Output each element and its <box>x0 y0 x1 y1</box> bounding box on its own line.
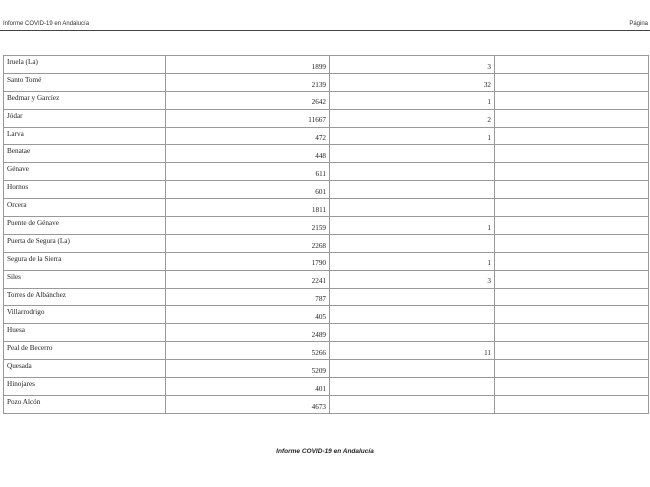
empty-cell <box>495 181 649 199</box>
table-row <box>4 199 649 217</box>
cases-cell: 1 <box>330 252 495 270</box>
table-row <box>4 360 649 378</box>
table-row <box>4 270 649 288</box>
empty-cell <box>495 270 649 288</box>
table-row <box>4 252 649 270</box>
empty-cell <box>495 360 649 378</box>
empty-cell <box>495 199 649 217</box>
municipality-cell: Puerta de Segura (La) <box>4 234 166 252</box>
cases-cell <box>330 145 495 163</box>
empty-cell <box>495 252 649 270</box>
population-cell: 2241 <box>166 270 330 288</box>
cases-cell <box>330 234 495 252</box>
municipality-cell: Bedmar y Garcíez <box>4 91 166 109</box>
population-cell: 2268 <box>166 234 330 252</box>
municipality-cell: Huesa <box>4 324 166 342</box>
empty-cell <box>495 324 649 342</box>
cases-cell <box>330 360 495 378</box>
table-row <box>4 324 649 342</box>
population-cell: 1811 <box>166 199 330 217</box>
cases-cell <box>330 306 495 324</box>
empty-cell <box>495 127 649 145</box>
table-row <box>4 91 649 109</box>
cases-cell: 1 <box>330 127 495 145</box>
header-page-label: Página <box>629 21 648 27</box>
table-row <box>4 342 649 360</box>
table-row <box>4 145 649 163</box>
page-footer: Informe COVID-19 en Andalucía <box>276 448 374 455</box>
table-row <box>4 163 649 181</box>
empty-cell <box>495 109 649 127</box>
header-title: Informe COVID-19 en Andalucía <box>3 21 90 27</box>
table-row <box>4 56 649 74</box>
municipality-cell: Santo Tomé <box>4 73 166 91</box>
empty-cell <box>495 234 649 252</box>
cases-cell <box>330 181 495 199</box>
municipality-cell: Segura de la Sierra <box>4 252 166 270</box>
cases-cell <box>330 163 495 181</box>
population-cell: 2642 <box>166 91 330 109</box>
population-cell: 787 <box>166 288 330 306</box>
empty-cell <box>495 73 649 91</box>
cases-cell <box>330 288 495 306</box>
empty-cell <box>495 288 649 306</box>
cases-cell: 32 <box>330 73 495 91</box>
empty-cell <box>495 306 649 324</box>
municipality-cell: Hornos <box>4 181 166 199</box>
municipality-cell: Orcera <box>4 199 166 217</box>
population-cell: 5266 <box>166 342 330 360</box>
municipality-cell: Jódar <box>4 109 166 127</box>
table-row <box>4 127 649 145</box>
population-cell: 601 <box>166 181 330 199</box>
cases-cell: 3 <box>330 270 495 288</box>
table-row <box>4 378 649 396</box>
municipality-cell: Siles <box>4 270 166 288</box>
table-row <box>4 181 649 199</box>
population-cell: 11667 <box>166 109 330 127</box>
empty-cell <box>495 91 649 109</box>
table-body <box>4 56 649 414</box>
population-cell: 611 <box>166 163 330 181</box>
empty-cell <box>495 342 649 360</box>
municipality-cell: Pozo Alcón <box>4 395 166 413</box>
population-cell: 405 <box>166 306 330 324</box>
municipality-cell: Quesada <box>4 360 166 378</box>
cases-cell: 3 <box>330 56 495 74</box>
empty-cell <box>495 145 649 163</box>
empty-cell <box>495 395 649 413</box>
empty-cell <box>495 217 649 235</box>
cases-cell: 1 <box>330 217 495 235</box>
municipality-cell: Peal de Becerro <box>4 342 166 360</box>
table-row <box>4 288 649 306</box>
population-cell: 448 <box>166 145 330 163</box>
municipality-table <box>3 55 649 414</box>
table-row <box>4 395 649 413</box>
empty-cell <box>495 56 649 74</box>
population-cell: 2139 <box>166 73 330 91</box>
empty-cell <box>495 163 649 181</box>
municipality-cell: Puente de Génave <box>4 217 166 235</box>
population-cell: 401 <box>166 378 330 396</box>
table-row <box>4 109 649 127</box>
population-cell: 2489 <box>166 324 330 342</box>
cases-cell: 2 <box>330 109 495 127</box>
empty-cell <box>495 378 649 396</box>
municipality-cell: Torres de Albánchez <box>4 288 166 306</box>
population-cell: 1899 <box>166 56 330 74</box>
cases-cell <box>330 199 495 217</box>
municipality-cell: Villarrodrigo <box>4 306 166 324</box>
population-cell: 1790 <box>166 252 330 270</box>
cases-cell <box>330 324 495 342</box>
municipality-cell: Larva <box>4 127 166 145</box>
municipality-cell: Iruela (La) <box>4 56 166 74</box>
cases-cell <box>330 395 495 413</box>
table-row <box>4 217 649 235</box>
table-row <box>4 73 649 91</box>
table-row <box>4 306 649 324</box>
municipality-cell: Hinojares <box>4 378 166 396</box>
population-cell: 2159 <box>166 217 330 235</box>
population-cell: 472 <box>166 127 330 145</box>
population-cell: 5209 <box>166 360 330 378</box>
table-row <box>4 234 649 252</box>
municipality-cell: Benatae <box>4 145 166 163</box>
population-cell: 4673 <box>166 395 330 413</box>
cases-cell <box>330 378 495 396</box>
cases-cell: 11 <box>330 342 495 360</box>
municipality-cell: Génave <box>4 163 166 181</box>
page-header <box>0 20 650 31</box>
cases-cell: 1 <box>330 91 495 109</box>
